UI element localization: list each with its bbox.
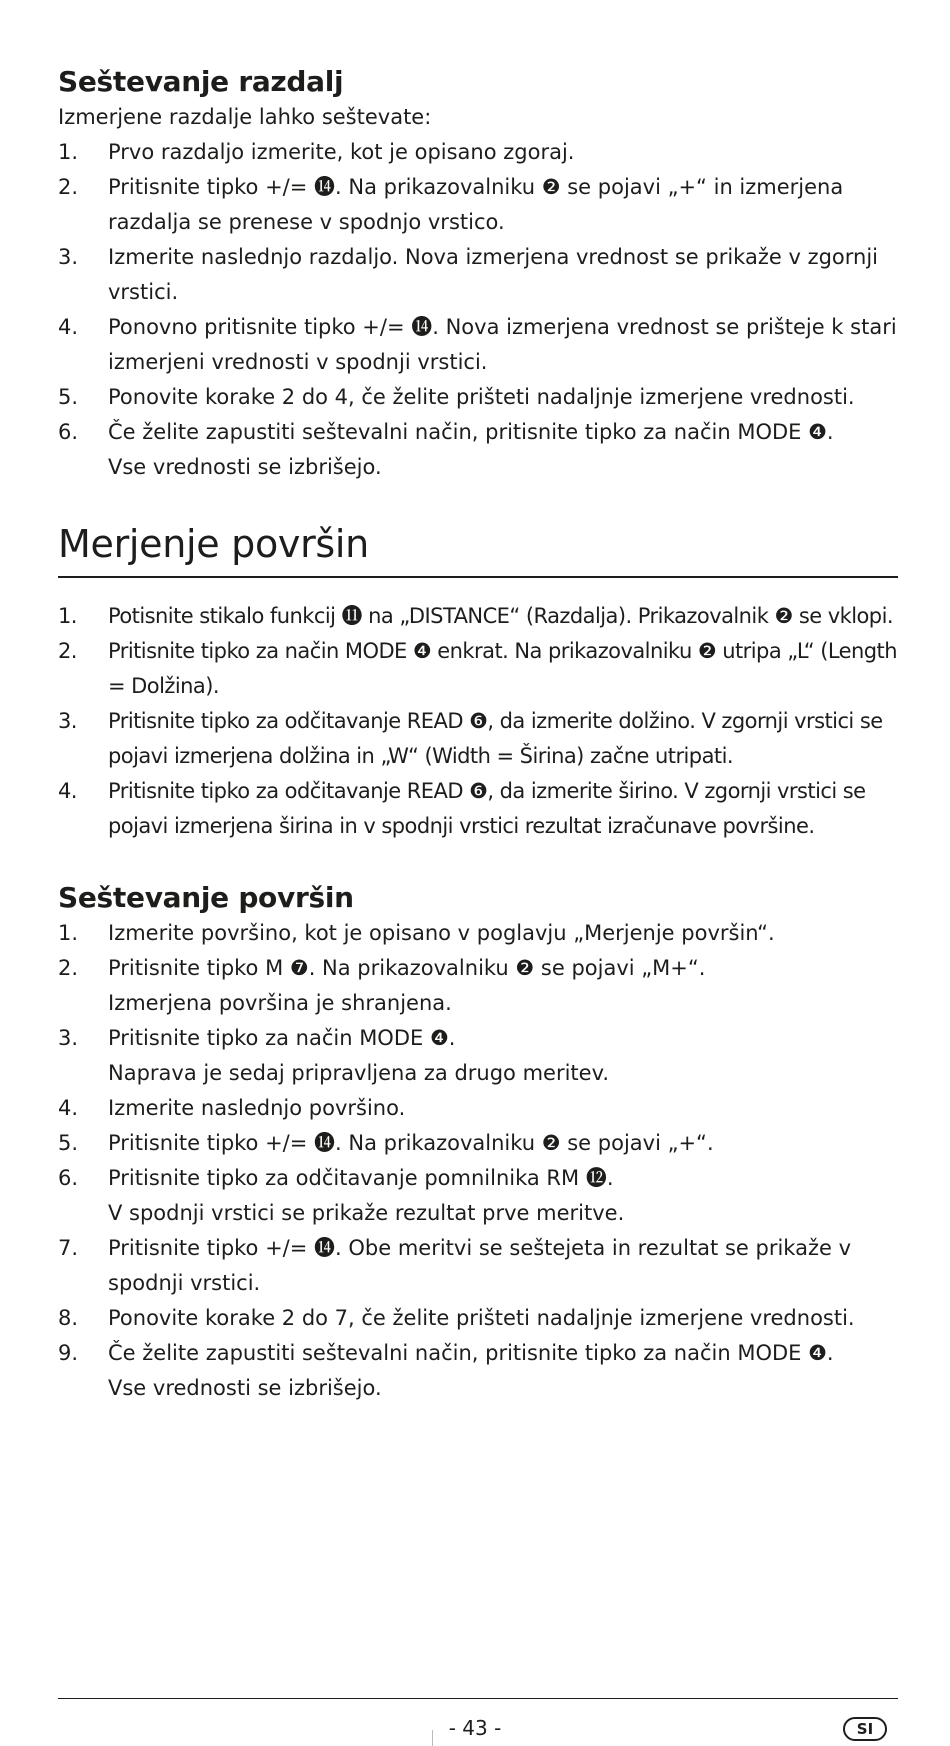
- list-item: 6. Če želite zapustiti seštevalni način, pritisnite tipko za način MODE ❹. Vse vrednosti se izbrišejo.: [58, 420, 834, 479]
- list-item: 7. Pritisnite tipko +/= ⓮. Obe meritvi se seštejeta in rezultat se prikaže v spodnji vrstici.: [58, 1236, 851, 1295]
- section-adding-distances: [58, 64, 898, 485]
- list-item: 8. Ponovite korake 2 do 7, če želite prišteti nadaljnje izmerjene vrednosti.: [58, 1306, 855, 1330]
- list-item: 3. Pritisnite tipko za odčitavanje READ ❻, da izmerite dolžino. V zgornji vrstici se pojavi izmerjena dolžina in „W“ (Width = Širina) začne utripati.: [58, 709, 883, 768]
- section-measuring-areas: [58, 518, 898, 844]
- list-item: 4. Izmerite naslednjo površino.: [58, 1096, 406, 1120]
- footer-divider: [58, 1698, 898, 1699]
- list-item: 1. Izmerite površino, kot je opisano v poglavju „Merjenje površin“.: [58, 921, 775, 945]
- section-heading: Seštevanje površin: [58, 881, 354, 914]
- crop-mark: [432, 1730, 433, 1746]
- section-heading: Seštevanje razdalj: [58, 65, 344, 98]
- steps-list: [58, 916, 898, 1406]
- list-item: 1. Potisnite stikalo funkcij ⓫ na „DISTANCE“ (Razdalja). Prikazovalnik ❷ se vklopi.: [58, 604, 893, 628]
- intro-text: Izmerjene razdalje lahko seštevate:: [58, 105, 432, 129]
- list-item: 2. Pritisnite tipko M ❼. Na prikazovalniku ❷ se pojavi „M+“. Izmerjena površina je shranjena.: [58, 956, 706, 1015]
- page-title: Merjenje površin: [58, 518, 898, 578]
- list-item: 9. Če želite zapustiti seštevalni način, pritisnite tipko za način MODE ❹. Vse vrednosti se izbrišejo.: [58, 1341, 834, 1400]
- list-item: 3. Izmerite naslednjo razdaljo. Nova izmerjena vrednost se prikaže v zgornji vrstici.: [58, 245, 879, 304]
- steps-list: [58, 599, 898, 844]
- list-item: 4. Pritisnite tipko za odčitavanje READ ❻, da izmerite širino. V zgornji vrstici se pojavi izmerjena širina in v spodnji vrstici rezultat izračunave površine.: [58, 779, 866, 838]
- list-item: 4. Ponovno pritisnite tipko +/= ⓮. Nova izmerjena vrednost se prišteje k stari izmerjeni vrednosti v spodnji vrstici.: [58, 315, 897, 374]
- list-item: 2. Pritisnite tipko za način MODE ❹ enkrat. Na prikazovalniku ❷ utripa „L“ (Length = Dolžina).: [58, 639, 897, 698]
- language-badge: SI: [843, 1717, 887, 1741]
- list-item: 5. Ponovite korake 2 do 4, če želite prišteti nadaljnje izmerjene vrednosti.: [58, 385, 855, 409]
- page-number: - 43 -: [448, 1716, 502, 1740]
- list-item: 2. Pritisnite tipko +/= ⓮. Na prikazovalniku ❷ se pojavi „+“ in izmerjena razdalja se prenese v spodnjo vrstico.: [58, 175, 844, 234]
- section-adding-areas: [58, 880, 898, 1406]
- list-item: 6. Pritisnite tipko za odčitavanje pomnilnika RM ⓬. V spodnji vrstici se prikaže rezultat prve meritve.: [58, 1166, 625, 1225]
- steps-list: [58, 135, 898, 485]
- list-item: 1. Prvo razdaljo izmerite, kot je opisano zgoraj.: [58, 140, 575, 164]
- list-item: 5. Pritisnite tipko +/= ⓮. Na prikazovalniku ❷ se pojavi „+“.: [58, 1131, 714, 1155]
- list-item: 3. Pritisnite tipko za način MODE ❹. Naprava je sedaj pripravljena za drugo meritev.: [58, 1026, 610, 1085]
